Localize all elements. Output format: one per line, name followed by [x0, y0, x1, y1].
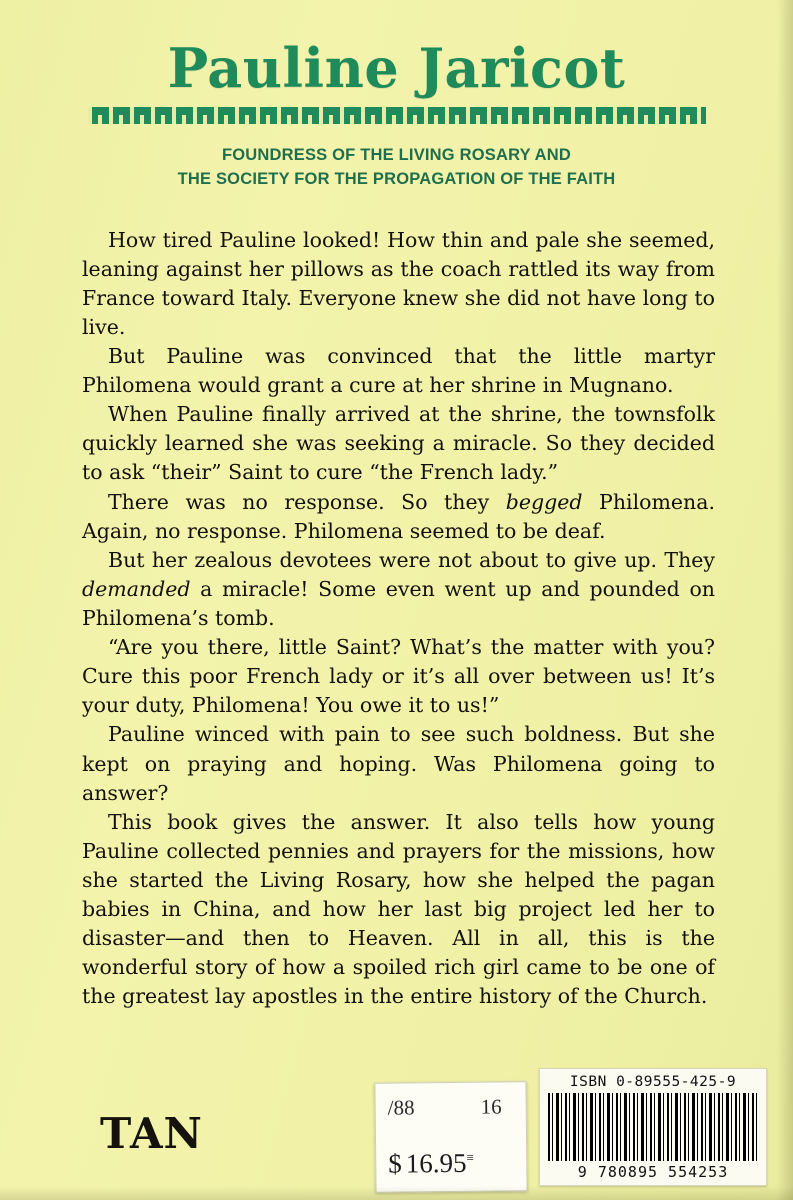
blurb-emphasis: begged: [505, 489, 583, 514]
blurb-paragraph: This book gives the answer. It also tells how young Pauline collected pennies and prayers for the missions, how she started the Living Rosary, how she helped the pagan babies in China, and how her last big project led her to disaster—and then to Heaven. All in all, this is the wonderful story of how a spoiled rich girl came to be one of the greatest lay apostles in the entire history of the Church.: [82, 809, 715, 1009]
blurb-text-run: a miracle! Some even went up and pounded on Philomena’s tomb.: [82, 576, 715, 630]
blurb-text-run: But her zealous devotees were not about to give up. They: [108, 547, 715, 572]
sticker-dept: 16: [480, 1094, 502, 1119]
blurb-paragraph: When Pauline finally arrived at the shrine, the townsfolk quickly learned she was seeking a miracle. So they decided to ask “their” Saint to cure “the French lady.”: [82, 402, 715, 485]
sticker-currency: $: [388, 1148, 402, 1179]
sticker-code: /88: [387, 1095, 415, 1120]
barcode-bars: [548, 1093, 758, 1161]
subtitle-line-2: THE SOCIETY FOR THE PROPAGATION OF THE FAITH: [177, 169, 616, 188]
blurb-text: [82, 226, 715, 1012]
page-title: Pauline Jaricot: [167, 36, 626, 100]
subtitle: [87, 144, 707, 192]
sticker-price: [388, 1148, 473, 1180]
blurb-paragraph: But Pauline was convinced that the little martyr Philomena would grant a cure at her shrine in Mugnano.: [82, 343, 715, 398]
barcode-isbn-text: ISBN 0-89555-425-9: [569, 1074, 737, 1090]
blurb-text-run: Philomena. Again, no response. Philomena seemed to be deaf.: [82, 489, 716, 543]
page-edge-shadow-right: [777, 0, 793, 1200]
blurb-paragraph: [82, 546, 715, 633]
subtitle-line-1: FOUNDRESS OF THE LIVING ROSARY AND: [221, 145, 572, 164]
blurb-paragraph: [82, 488, 715, 546]
sticker-amount: 16.95: [405, 1147, 467, 1179]
sticker-price-mark: ≡: [466, 1149, 474, 1165]
publisher-logo: TAN: [100, 1109, 203, 1158]
barcode-digits: 9 780895 554253: [577, 1163, 729, 1181]
blurb-text-run: There was no response. So they: [108, 489, 506, 514]
barcode: [539, 1068, 767, 1186]
price-sticker: [374, 1081, 527, 1193]
blurb-emphasis: demanded: [82, 576, 191, 601]
decorative-rule: [88, 107, 706, 124]
blurb-paragraph: Pauline winced with pain to see such boldness. But she kept on praying and hoping. Was Philomena going to answer?: [82, 722, 715, 805]
blurb-paragraph: How tired Pauline looked! How thin and pale she seemed, leaning against her pillows as the coach rattled its way from France toward Italy. Everyone knew she did not have long to live.: [82, 227, 715, 339]
blurb-paragraph: “Are you there, little Saint? What’s the matter with you? Cure this poor French lady or it’s all over between us! It’s your duty, Philomena! You owe it to us!”: [82, 635, 715, 718]
rule-ticks-bottom: [88, 115, 706, 124]
